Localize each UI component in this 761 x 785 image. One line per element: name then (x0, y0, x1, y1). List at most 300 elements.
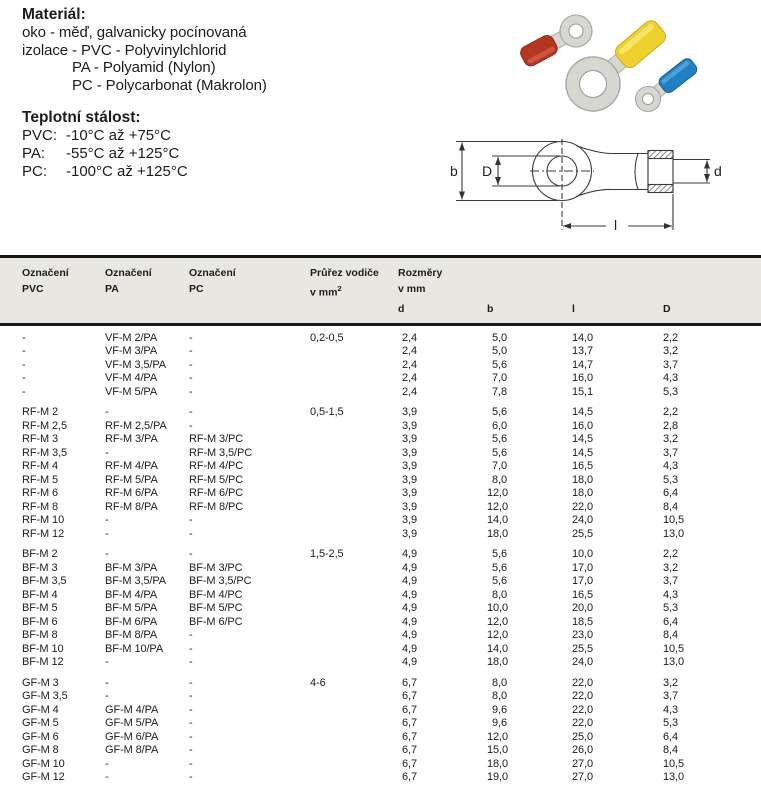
table-cell: 3,2 (663, 561, 678, 574)
spec-table (0, 255, 761, 785)
table-cell (310, 690, 398, 704)
table-group (22, 406, 761, 541)
table-cell: VF-M 4/PA (105, 372, 158, 384)
table-cell: BF-M 3,5/PA (105, 575, 167, 587)
table-cell: 3,9 (402, 487, 417, 499)
table-cell: 4,3 (663, 460, 678, 472)
table-row (22, 677, 761, 691)
table-cell: 5,6 (492, 406, 507, 418)
temperature-title: Teplotní stálost: (22, 109, 141, 126)
table-cell: RF-M 6/PC (189, 487, 244, 499)
table-cell: 7,8 (492, 385, 507, 398)
temp-label: PA: (22, 145, 46, 162)
table-cell: 3,9 (402, 406, 417, 418)
table-cell: RF-M 2,5/PA (105, 419, 167, 432)
column-header-pc: Označení (189, 267, 236, 279)
table-cell: RF-M 4/PC (189, 460, 244, 472)
table-row (22, 447, 761, 461)
table-cell: 2,8 (663, 419, 678, 432)
dim-label-l: l (614, 217, 618, 233)
column-header-pc: PC (189, 283, 204, 295)
table-cell: - (189, 690, 193, 702)
table-cell: 20,0 (572, 602, 594, 614)
table-cell (310, 744, 398, 758)
table-cell: GF-M 6 (22, 730, 59, 743)
table-group (22, 548, 761, 670)
table-cell: 5,3 (663, 602, 678, 614)
material-line: oko - měď, galvanicky pocínovaná (22, 24, 247, 41)
table-cell: - (22, 372, 26, 384)
table-cell: 14,5 (572, 433, 594, 445)
table-cell: - (189, 744, 193, 756)
table-cell: 13,0 (663, 656, 685, 668)
table-cell: 16,0 (572, 419, 594, 432)
column-header-pa: PA (105, 283, 119, 295)
table-cell: 25,5 (572, 527, 594, 540)
table-cell: - (105, 771, 109, 783)
page-top (0, 0, 761, 255)
table-cell: BF-M 5/PA (105, 602, 158, 614)
table-cell: - (105, 656, 109, 668)
table-cell: BF-M 3/PC (189, 561, 243, 574)
table-cell: 22,0 (572, 703, 594, 716)
table-cell: 3,9 (402, 473, 417, 486)
table-cell: - (189, 717, 193, 729)
table-cell: 14,0 (572, 331, 594, 344)
blue-terminal (630, 53, 701, 116)
table-cell: 13,0 (663, 771, 685, 783)
table-cell: 12,0 (487, 730, 509, 743)
table-cell (310, 386, 398, 400)
table-cell: VF-M 2/PA (105, 331, 158, 344)
table-cell: BF-M 4/PA (105, 588, 158, 601)
table-cell: BF-M 5 (22, 602, 58, 614)
table-row (22, 562, 761, 576)
table-cell (310, 345, 398, 359)
table-cell: 7,0 (492, 460, 507, 472)
table-cell: GF-M 5 (22, 717, 59, 729)
table-cell: 14,5 (572, 446, 594, 459)
table-cell: BF-M 6/PC (189, 615, 243, 628)
table-cell: GF-M 10 (22, 757, 65, 770)
table-cell: 9,6 (492, 703, 507, 716)
table-cell: GF-M 3,5 (22, 690, 68, 702)
table-cell: 3,2 (663, 433, 678, 445)
table-cell: BF-M 10 (22, 642, 64, 655)
table-cell: RF-M 3/PC (189, 433, 244, 445)
table-row (22, 629, 761, 643)
table-row (22, 731, 761, 745)
dim-label-b: b (450, 163, 458, 179)
table-cell: 3,9 (402, 433, 417, 445)
table-cell: RF-M 5/PC (189, 473, 244, 486)
table-cell: 25,5 (572, 642, 594, 655)
table-cell: RF-M 2,5 (22, 419, 68, 432)
table-cell: 6,7 (402, 757, 417, 770)
temp-value: -100°C až +125°C (66, 163, 188, 180)
table-row (22, 744, 761, 758)
table-cell: 24,0 (572, 656, 594, 668)
table-cell: - (189, 757, 193, 770)
table-cell: GF-M 12 (22, 771, 65, 783)
table-row (22, 771, 761, 785)
table-cell: 4,3 (663, 703, 678, 716)
table-cell: - (105, 676, 109, 689)
table-cell: 8,4 (663, 500, 678, 513)
temp-label: PVC: (22, 127, 58, 144)
table-cell: 6,7 (402, 730, 417, 743)
table-cell: 4,9 (402, 642, 417, 655)
dimension-drawing-svg (448, 126, 760, 238)
table-row (22, 616, 761, 630)
material-line: PA - Polyamid (Nylon) (72, 59, 216, 76)
table-cell: 3,2 (663, 345, 678, 357)
table-cell: 22,0 (572, 676, 594, 689)
table-cell: BF-M 10/PA (105, 642, 164, 655)
table-cell: 22,0 (572, 717, 594, 729)
table-cell: BF-M 8/PA (105, 629, 158, 641)
table-cell: RF-M 5 (22, 473, 59, 486)
table-cell: VF-M 3/PA (105, 345, 158, 357)
table-body (0, 326, 761, 785)
table-cell: 3,7 (663, 446, 678, 459)
table-cell: 8,0 (492, 473, 507, 486)
table-cell: 6,7 (402, 771, 417, 783)
table-cell: 4,9 (402, 575, 417, 587)
table-cell: RF-M 3,5 (22, 446, 68, 459)
column-header-cross-unit: v $mm^2$ (310, 284, 342, 299)
table-row (22, 575, 761, 589)
table-row (22, 420, 761, 434)
table-cell: 4,3 (663, 372, 678, 384)
table-cell: 2,4 (402, 331, 417, 344)
table-cell: 4,9 (402, 588, 417, 601)
table-cell (310, 704, 398, 718)
table-cell: BF-M 2 (22, 548, 58, 560)
table-cell: 3,2 (663, 676, 678, 689)
table-cell: 5,3 (663, 385, 678, 398)
table-cell: BF-M 4 (22, 588, 58, 601)
table-cell: 12,0 (487, 629, 509, 641)
table-cell: BF-M 4/PC (189, 588, 243, 601)
table-cell: 3,9 (402, 460, 417, 472)
table-cell (310, 514, 398, 528)
table-header (0, 255, 761, 326)
table-cell: BF-M 5/PC (189, 602, 243, 614)
table-group (22, 332, 761, 400)
table-cell: 6,7 (402, 690, 417, 702)
table-cell: RF-M 4/PA (105, 460, 158, 472)
table-cell: 2,2 (663, 548, 678, 560)
table-cell (310, 717, 398, 731)
table-cell: - (189, 345, 193, 357)
table-cell: 10,5 (663, 514, 685, 526)
table-cell: - (189, 676, 193, 689)
table-cell: - (105, 514, 109, 526)
table-cell: 16,5 (572, 460, 594, 472)
table-cell (310, 460, 398, 474)
table-cell: 14,0 (487, 642, 509, 655)
table-cell: 6,7 (402, 717, 417, 729)
table-cell: 24,0 (572, 514, 594, 526)
table-cell: 3,9 (402, 514, 417, 526)
table-cell: 5,6 (492, 548, 507, 560)
table-row (22, 474, 761, 488)
table-cell: - (105, 527, 109, 540)
table-cell: 18,0 (487, 656, 509, 668)
table-cell: 6,7 (402, 703, 417, 716)
table-cell: 22,0 (572, 690, 594, 702)
table-cell: - (189, 514, 193, 526)
table-row (22, 690, 761, 704)
table-cell: GF-M 3 (22, 676, 59, 689)
table-cell: - (189, 703, 193, 716)
table-cell: RF-M 3,5/PC (189, 446, 253, 459)
table-cell: 22,0 (572, 500, 594, 513)
table-cell: 12,0 (487, 487, 509, 499)
table-cell: 4,9 (402, 561, 417, 574)
dim-label-d: d (714, 163, 722, 179)
table-cell: 27,0 (572, 757, 594, 770)
table-cell: 19,0 (487, 771, 509, 783)
table-row (22, 643, 761, 657)
table-row (22, 514, 761, 528)
table-row (22, 372, 761, 386)
table-cell: RF-M 6 (22, 487, 59, 499)
table-cell: 2,4 (402, 358, 417, 371)
table-cell: 5,0 (492, 345, 507, 357)
table-cell: BF-M 12 (22, 656, 64, 668)
table-cell: - (189, 642, 193, 655)
table-cell: 5,6 (492, 446, 507, 459)
table-cell (310, 487, 398, 501)
table-cell: 14,7 (572, 358, 594, 371)
table-cell: 4,9 (402, 615, 417, 628)
table-cell: 16,0 (572, 372, 594, 384)
table-cell (310, 629, 398, 643)
column-header-l: l (572, 302, 575, 315)
table-cell: RF-M 6/PA (105, 487, 158, 499)
table-cell: 5,3 (663, 717, 678, 729)
table-cell: 3,9 (402, 527, 417, 540)
table-row (22, 589, 761, 603)
table-cell: RF-M 2 (22, 406, 59, 418)
table-cell: BF-M 3,5/PC (189, 575, 252, 587)
table-cell: 4,3 (663, 588, 678, 601)
temp-value: -55°C až +125°C (66, 145, 180, 162)
table-cell: 3,9 (402, 419, 417, 432)
table-cell: - (22, 385, 26, 398)
table-cell: RF-M 3/PA (105, 433, 158, 445)
table-cell: GF-M 8/PA (105, 744, 159, 756)
table-cell: 2,2 (663, 331, 678, 344)
table-cell: 6,4 (663, 730, 678, 743)
table-cell: 6,4 (663, 615, 678, 628)
table-cell: - (105, 406, 109, 418)
table-cell: 1,5-2,5 (310, 548, 344, 560)
table-cell: 10,0 (487, 602, 509, 614)
table-cell (310, 575, 398, 589)
table-cell: 18,0 (487, 527, 509, 540)
material-block (22, 6, 452, 181)
table-cell: 6,7 (402, 676, 417, 689)
table-cell: 8,4 (663, 629, 678, 641)
table-cell (310, 528, 398, 542)
table-cell: 25,0 (572, 730, 594, 743)
table-cell (310, 656, 398, 670)
table-cell: 10,5 (663, 642, 685, 655)
table-cell: BF-M 6 (22, 615, 58, 628)
table-cell: 14,0 (487, 514, 509, 526)
table-cell: 5,6 (492, 358, 507, 371)
table-row (22, 501, 761, 515)
table-cell (310, 501, 398, 515)
material-line: izolace - PVC - Polyvinylchlorid (22, 41, 227, 59)
table-row (22, 345, 761, 359)
table-cell: 27,0 (572, 771, 594, 783)
table-cell: 3,7 (663, 358, 678, 371)
table-cell: 2,4 (402, 372, 417, 384)
table-cell: 8,0 (492, 690, 507, 702)
table-cell: RF-M 12 (22, 527, 65, 540)
table-cell: - (189, 419, 193, 432)
table-cell: - (189, 406, 193, 418)
table-cell: 13,0 (663, 527, 685, 540)
table-cell: 5,6 (492, 575, 507, 587)
table-cell: BF-M 8 (22, 629, 58, 641)
table-cell: - (189, 372, 193, 384)
table-cell: 26,0 (572, 744, 594, 756)
terminals-photo (500, 2, 756, 124)
table-cell: 12,0 (487, 500, 509, 513)
table-cell: RF-M 8/PA (105, 500, 158, 513)
table-cell (310, 420, 398, 434)
table-cell: 10,0 (572, 548, 594, 560)
table-row (22, 359, 761, 373)
table-cell: VF-M 5/PA (105, 385, 158, 398)
table-cell (310, 447, 398, 461)
table-cell: 18,0 (572, 487, 594, 499)
table-cell: 8,4 (663, 744, 678, 756)
table-cell: - (189, 358, 193, 371)
table-cell: - (22, 345, 26, 357)
temperature-row (22, 127, 452, 145)
table-row (22, 332, 761, 346)
table-group (22, 677, 761, 785)
table-cell: - (22, 331, 26, 344)
table-row (22, 704, 761, 718)
table-cell: 17,0 (572, 575, 594, 587)
table-cell: 5,6 (492, 561, 507, 574)
table-row (22, 758, 761, 772)
table-cell (310, 474, 398, 488)
table-row (22, 717, 761, 731)
terminals-photo-svg (500, 2, 756, 124)
table-cell: 6,7 (402, 744, 417, 756)
column-header-d: d (398, 302, 405, 315)
table-cell (310, 562, 398, 576)
temperature-row (22, 163, 452, 181)
table-cell: 4,9 (402, 629, 417, 641)
column-header-pa: Označení (105, 267, 152, 279)
column-header-dimensions: Rozměry (398, 267, 443, 279)
table-cell: - (105, 757, 109, 770)
column-header-b: b (487, 302, 494, 315)
table-cell: 3,7 (663, 575, 678, 587)
temperature-row (22, 145, 452, 163)
table-cell: 4,9 (402, 656, 417, 668)
table-cell: 4,9 (402, 548, 417, 560)
table-cell: 7,0 (492, 372, 507, 384)
table-cell (310, 731, 398, 745)
table-cell: - (189, 730, 193, 743)
table-cell (310, 602, 398, 616)
table-cell: - (105, 690, 109, 702)
table-cell: - (105, 446, 109, 459)
table-cell: 17,0 (572, 561, 594, 574)
table-cell: 23,0 (572, 629, 594, 641)
table-cell: - (189, 527, 193, 540)
table-cell: 8,0 (492, 676, 507, 689)
column-header-cross-section: Průřez vodiče (310, 267, 379, 279)
table-cell: BF-M 6/PA (105, 615, 158, 628)
table-cell: BF-M 3 (22, 561, 58, 574)
table-cell: GF-M 6/PA (105, 730, 159, 743)
table-cell: GF-M 4 (22, 703, 59, 716)
column-header-D: D (663, 302, 671, 315)
table-cell: 5,6 (492, 433, 507, 445)
table-cell: 13,7 (572, 345, 594, 357)
table-row (22, 548, 761, 562)
table-cell: 6,0 (492, 419, 507, 432)
table-cell: 5,0 (492, 331, 507, 344)
table-cell: RF-M 5/PA (105, 473, 158, 486)
table-cell: 8,0 (492, 588, 507, 601)
table-cell: 16,5 (572, 588, 594, 601)
column-header-dim-unit: v mm (398, 283, 426, 295)
table-cell: 4,9 (402, 602, 417, 614)
table-cell: - (105, 548, 109, 560)
table-cell: RF-M 8/PC (189, 500, 244, 513)
table-row (22, 406, 761, 420)
table-row (22, 386, 761, 400)
table-cell (310, 359, 398, 373)
table-cell: 4-6 (310, 676, 326, 689)
table-cell (310, 643, 398, 657)
table-cell: 15,0 (487, 744, 509, 756)
table-cell: GF-M 4/PA (105, 703, 159, 716)
column-header-pvc: PVC (22, 283, 44, 295)
material-line: PC - Polycarbonat (Makrolon) (72, 76, 267, 94)
table-cell: 2,4 (402, 385, 417, 398)
table-row (22, 487, 761, 501)
table-cell: 2,4 (402, 345, 417, 357)
table-cell: 18,5 (572, 615, 594, 628)
table-cell: 12,0 (487, 615, 509, 628)
table-row (22, 528, 761, 542)
material-title: Materiál: (22, 6, 86, 23)
table-cell (310, 433, 398, 447)
table-cell: 18,0 (487, 757, 509, 770)
temp-label: PC: (22, 163, 48, 180)
table-cell: RF-M 4 (22, 460, 59, 472)
table-cell (310, 372, 398, 386)
table-cell: RF-M 10 (22, 514, 65, 526)
table-cell: GF-M 8 (22, 744, 59, 756)
table-cell: RF-M 8 (22, 500, 59, 513)
table-cell (310, 616, 398, 630)
table-row (22, 433, 761, 447)
